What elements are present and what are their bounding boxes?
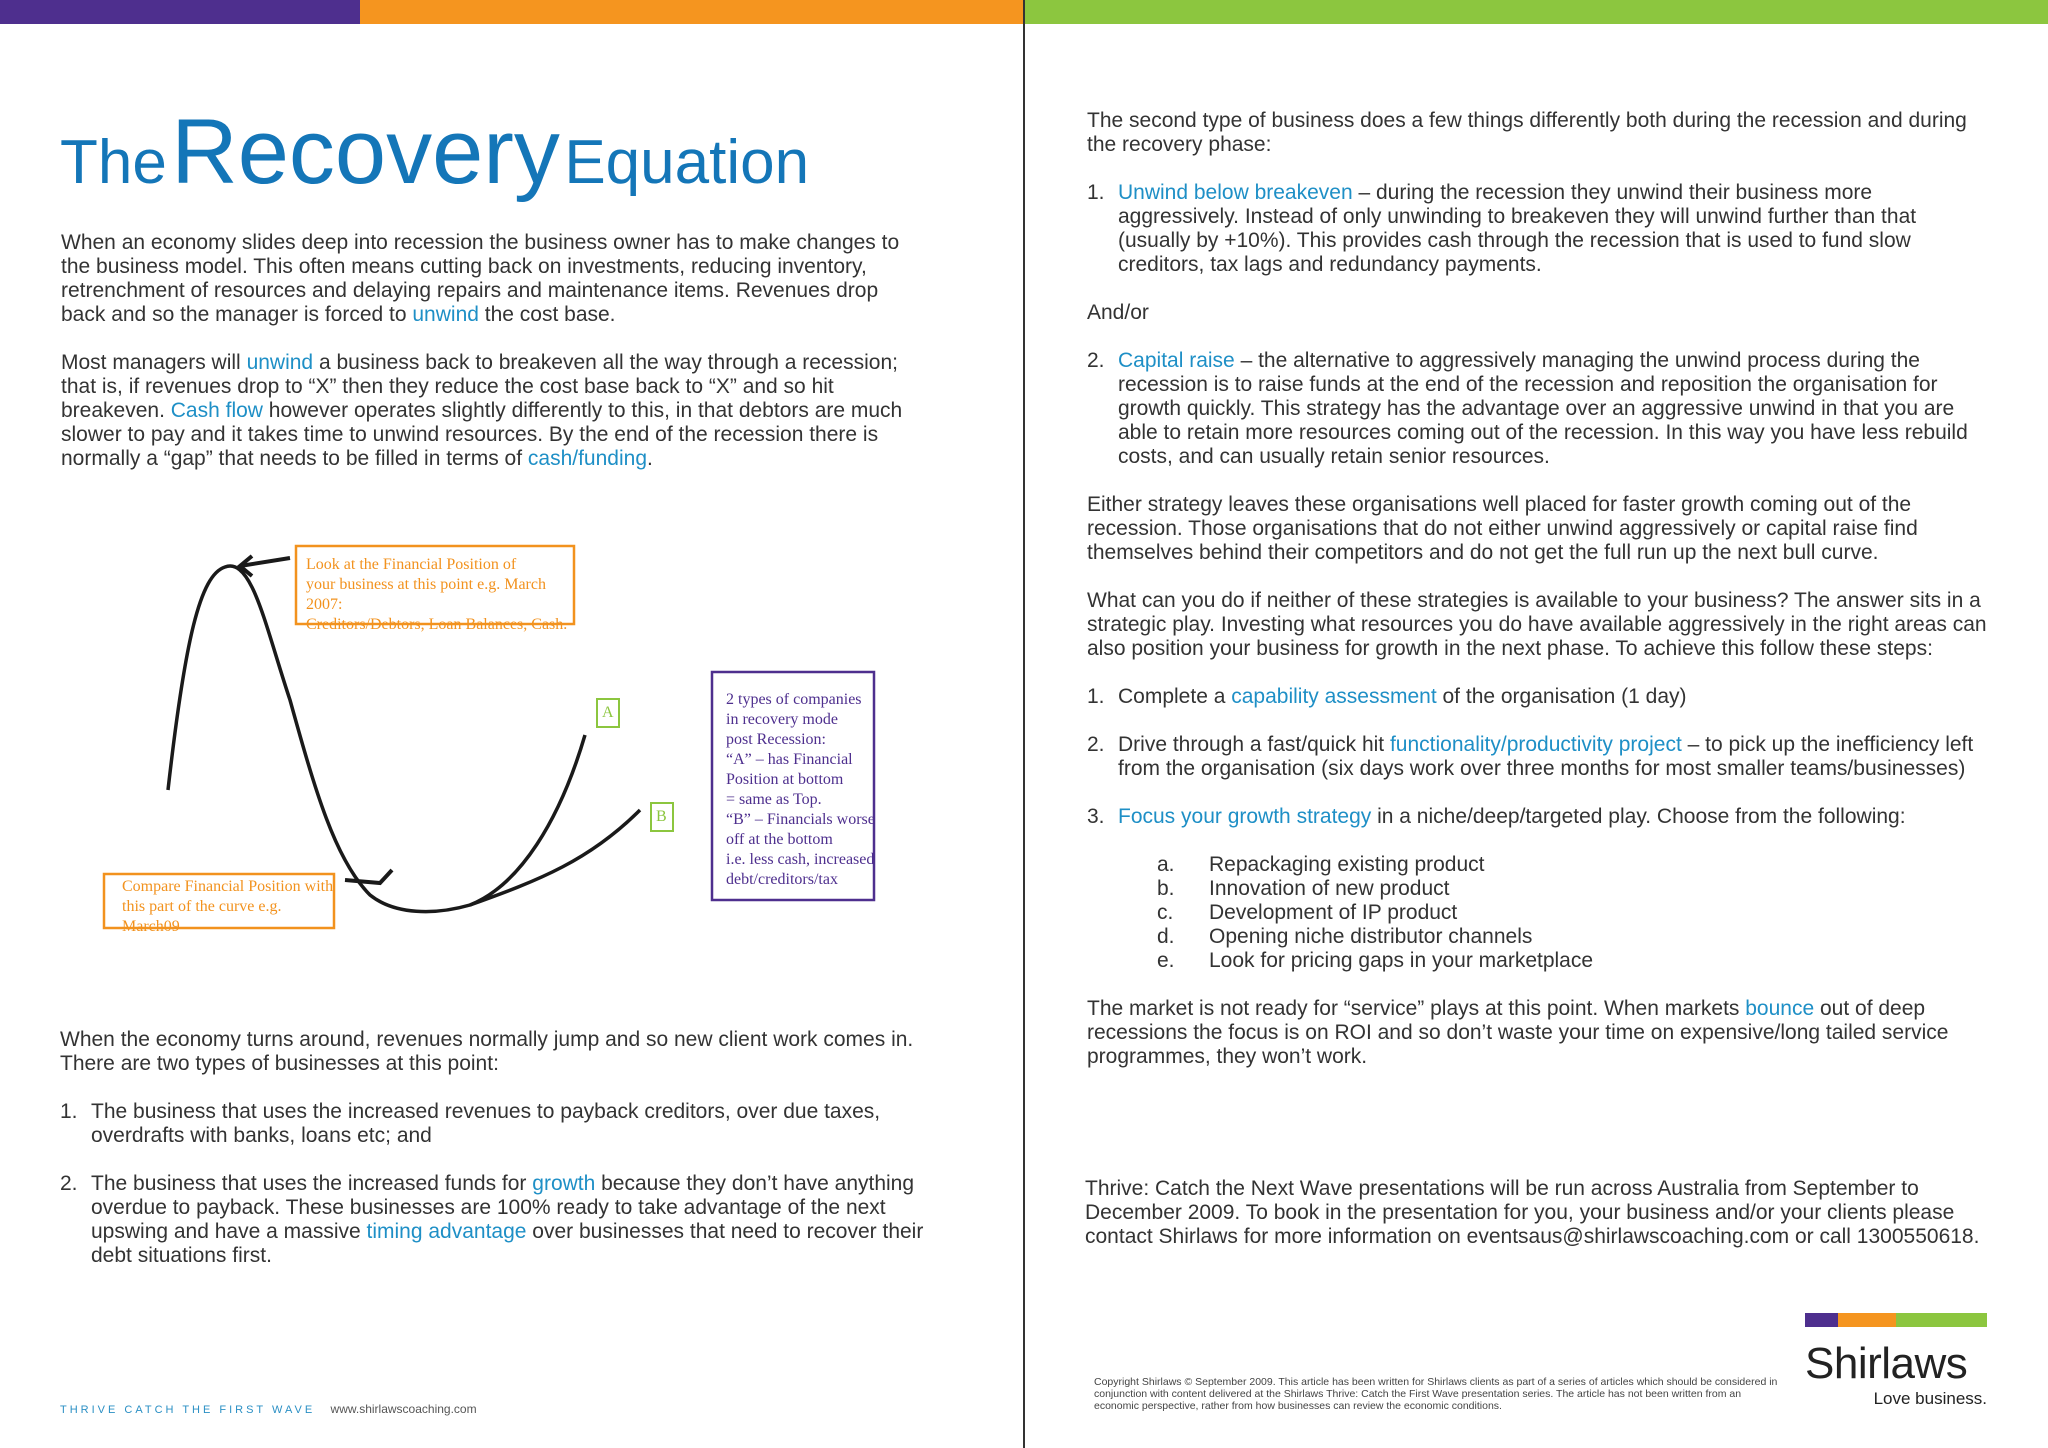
arrow-top: [240, 556, 290, 576]
list-item: 2. Capital raise – the alternative to aggressively managing the unwind process during the recession is to raise funds at the end of the recession and reposition the organisation for growth quickly. This strategy has the advantage over an aggressive unwind in that you are able to retain more resources coming out of the recession. In this way you have less rebuild costs, and can usually retain senior resources.: [1087, 349, 1968, 468]
copyright-notice: Copyright Shirlaws © September 2009. This article has been written for Shirlaws clients as part of a series of articles which should be considered in conjunction with content delivered at the Shirlaws Thrive: Catch the First Wave presentation series. The article has not been written from an economic perspective, rather from how businesses can review the economic conditions.: [1094, 1376, 1778, 1412]
shirlaws-logo: [1805, 1313, 1987, 1409]
steps-list: [1087, 685, 1987, 829]
logo-wordmark: Shirlaws: [1805, 1339, 1968, 1388]
top-bar-purple: [0, 0, 360, 24]
list-item: e. Look for pricing gaps in your marketplace: [1157, 949, 1594, 972]
annotation-top-position: Look at the Financial Position of your business at this point e.g. March 2007: Creditors/Debtors, Loan Balances, Cash.: [306, 556, 568, 633]
right-column: [1087, 109, 1987, 1093]
top-bar-green: [1025, 0, 2048, 24]
paragraph-second-type: The second type of business does a few things differently both during the recession and during the recovery phase:: [1087, 109, 1967, 156]
curve-label-b: B: [656, 808, 667, 825]
and-or-text: And/or: [1087, 301, 1149, 324]
list-item: 3. Focus your growth strategy in a niche/deep/targeted play. Choose from the following:: [1087, 805, 1906, 828]
list-item: 1. Unwind below breakeven – during the recession they unwind their business more aggressively. Instead of only unwinding to breakeven they will unwind further than that (usually by +10%). This provides cash through the recession that is used to fund slow creditors, tax lags and redundancy payments.: [1087, 181, 1917, 276]
paragraph-turnaround: When the economy turns around, revenues normally jump and so new client work comes in. There are two types of businesses at this point:: [60, 1028, 914, 1075]
footer-thrive-text: THRIVE CATCH THE FIRST WAVE: [60, 1404, 316, 1416]
paragraph-intro: When an economy slides deep into recession the business owner has to make changes to the business model. This often means cutting back on investments, reducing inventory, retrenchment of resources and delaying repairs and maintenance items. Revenues drop back and so the manager is forced to unwind the cost base.: [61, 231, 900, 326]
paragraph-either-strategy: Either strategy leaves these organisations well placed for faster growth coming out of the recession. Those organisations that do not either unwind aggressively or capital raise find themselves behind their competitors and do not get the full run up the next bull curve.: [1087, 493, 1918, 564]
logo-color-strip: [1805, 1313, 1987, 1327]
business-types-list: [60, 1100, 930, 1268]
curve-label-a: A: [602, 704, 614, 721]
footer-url-link[interactable]: www.shirlawscoaching.com: [330, 1402, 477, 1416]
list-item: 1. The business that uses the increased revenues to payback creditors, over due taxes, overdrafts with banks, loans etc; and: [60, 1100, 881, 1147]
list-item: d. Opening niche distributor channels: [1157, 925, 1533, 948]
paragraph-market: The market is not ready for “service” plays at this point. When markets bounce out of deep recessions the focus is on ROI and so don’t waste your time on expensive/long tailed service programmes, they won’t work.: [1087, 997, 1949, 1068]
growth-options-list: [1087, 853, 1987, 973]
logo-tagline: Love business.: [1873, 1389, 1987, 1408]
list-item: 1. Complete a capability assessment of the organisation (1 day): [1087, 685, 1687, 708]
left-column-top: [61, 231, 921, 495]
strategy-list-1: [1087, 181, 1987, 277]
list-item: c. Development of IP product: [1157, 901, 1458, 924]
list-item: 2. Drive through a fast/quick hit functionality/productivity project – to pick up the inefficiency left from the organisation (six days work over three months for most smaller teams/businesses): [1087, 733, 1974, 780]
list-item: b. Innovation of new product: [1157, 877, 1450, 900]
paragraph-breakeven: Most managers will unwind a business back to breakeven all the way through a recession; that is, if revenues drop to “X” then they reduce the cost base back to “X” and so hit breakeven. Cash flow however operates slightly differently to this, in that debtors are much slower to pay and it takes time to unwind resources. By the end of the recession there is normally a “gap” that needs to be filled in terms of cash/funding.: [61, 351, 903, 470]
paragraph-what-can-you-do: What can you do if neither of these strategies is available to your business? The answer sits in a strategic play. Investing what resources you do have available aggressively in the right areas can also position your business for growth in the next phase. To achieve this follow these steps:: [1087, 589, 1987, 660]
annotation-bottom-compare: Compare Financial Position with this part of the curve e.g. March09: [122, 878, 334, 935]
page-divider: [1023, 0, 1025, 1448]
left-column-bottom: [60, 1028, 930, 1292]
thrive-announcement: Thrive: Catch the Next Wave presentations will be run across Australia from September to December 2009. To book in the presentation for you, your business and/or your clients please contact Shirlaws for more information on eventsaus@shirlawscoaching.com or call 1300550618.: [1085, 1177, 1980, 1248]
strategy-list-2: [1087, 349, 1987, 469]
list-item: a. Repackaging existing product: [1157, 853, 1485, 876]
list-item: 2. The business that uses the increased funds for growth because they don’t have anything overdue to payback. These businesses are 100% ready to take advantage of the next upswing and have a massive timing advantage over businesses that need to recover their debt situations first.: [60, 1172, 924, 1267]
annotation-two-types: 2 types of companies in recovery mode post Recession: “A” – has Financial Position at bottom = same as Top. “B” – Financials worse off at the bottom i.e. less cash, increased debt/creditors/tax: [726, 691, 875, 888]
top-bar-orange: [360, 0, 1023, 24]
page-title: The Recovery Equation: [60, 101, 810, 203]
footer-left: [60, 1402, 477, 1416]
